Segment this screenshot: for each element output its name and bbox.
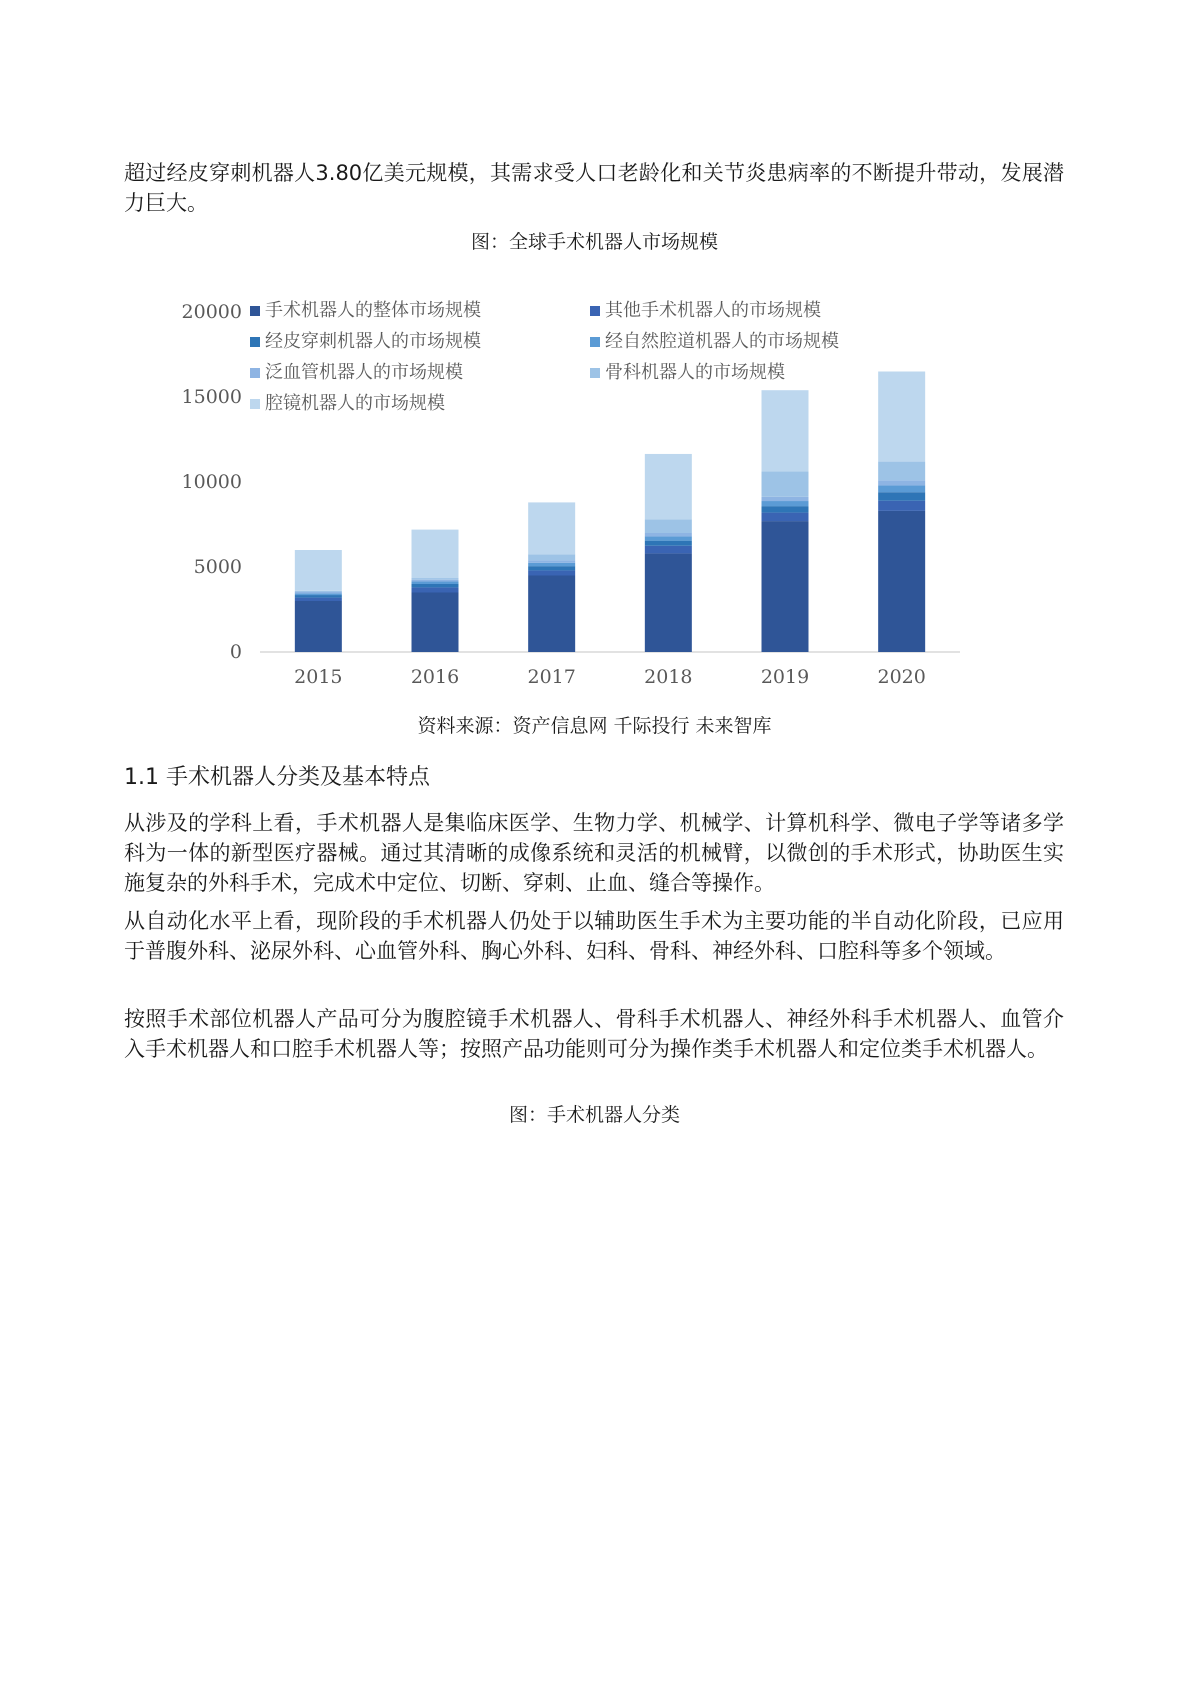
figure-source: 资料来源：资产信息网 千际投行 未来智库: [417, 715, 772, 737]
stacked-bar-chart: [181, 300, 990, 705]
bar-segment: [762, 390, 809, 471]
bar-segment: [412, 578, 459, 580]
bar-segment: [528, 563, 575, 566]
bar-segment: [528, 560, 575, 563]
bar-segment: [762, 497, 809, 501]
bar-segment: [295, 591, 342, 592]
bar-segment: [295, 593, 342, 595]
legend-label: 经皮穿刺机器人的市场规模: [265, 331, 481, 352]
bar-segment: [645, 541, 692, 546]
y-tick-label: 10000: [181, 471, 242, 493]
legend-swatch: [590, 337, 600, 347]
bar-segment: [412, 530, 459, 578]
bar-segment: [295, 595, 342, 598]
section-heading: 1.1 手术机器人分类及基本特点: [124, 765, 430, 790]
bar-segment: [528, 576, 575, 653]
bar-segment: [878, 501, 925, 511]
bar-segment: [645, 519, 692, 533]
legend-swatch: [590, 368, 600, 378]
x-tick-label: 2019: [760, 666, 810, 688]
paragraph-automation: 从自动化水平上看，现阶段的手术机器人仍处于以辅助医生手术为主要功能的半自动化阶段，已应用于普腹外科、泌尿外科、心血管外科、胸心外科、妇科、骨科、神经外科、口腔科等多个领域。: [124, 909, 1064, 963]
legend-swatch: [250, 306, 260, 316]
x-tick-label: 2015: [294, 666, 343, 688]
bar-segment: [295, 598, 342, 601]
bar-segment: [528, 554, 575, 560]
bar-segment: [528, 566, 575, 570]
legend-swatch: [590, 306, 600, 316]
paragraph-disciplines: 从涉及的学科上看，手术机器人是集临床医学、生物力学、机械学、计算机科学、微电子学等诸多学科为一体的新型医疗器械。通过其清晰的成像系统和灵活的机械臂，以微创的手术形式，协助医生实施复杂的外科手术，完成术中定位、切断、穿刺、止血、缝合等操作。: [124, 811, 1064, 895]
bar-segment: [412, 584, 459, 587]
y-tick-label: 0: [229, 641, 242, 663]
intro-paragraph: 超过经皮穿刺机器人3.80亿美元规模，其需求受人口老龄化和关节炎患病率的不断提升带动，发展潜力巨大。: [124, 161, 1064, 215]
bar-segment: [878, 511, 925, 652]
bar-segment: [645, 546, 692, 554]
bar-segment: [645, 536, 692, 540]
bar-segment: [412, 580, 459, 582]
legend-label: 经自然腔道机器人的市场规模: [605, 331, 839, 352]
y-tick-label: 5000: [193, 556, 242, 578]
x-tick-label: 2016: [410, 666, 460, 688]
bar-segment: [878, 462, 925, 481]
legend-label: 其他手术机器人的市场规模: [605, 300, 821, 321]
bar-segment: [878, 485, 925, 492]
x-tick-label: 2017: [527, 666, 576, 688]
bar-segment: [762, 471, 809, 497]
bar-segment: [412, 581, 459, 584]
paragraph-classification: 按照手术部位机器人产品可分为腹腔镜手术机器人、骨科手术机器人、神经外科手术机器人、血管介入手术机器人和口腔手术机器人等；按照产品功能则可分为操作类手术机器人和定位类手术机器人。: [124, 1007, 1064, 1061]
legend-swatch: [250, 368, 260, 378]
bar-segment: [878, 372, 925, 462]
bar-segment: [762, 501, 809, 506]
bar-segment: [645, 454, 692, 519]
legend-label: 泛血管机器人的市场规模: [265, 362, 463, 383]
legend-label: 手术机器人的整体市场规模: [265, 300, 481, 321]
bar-segment: [295, 550, 342, 591]
legend-swatch: [250, 337, 260, 347]
bar-segment: [412, 593, 459, 653]
bar-segment: [528, 570, 575, 575]
bar-segment: [528, 502, 575, 554]
figure-caption-classification: 图：手术机器人分类: [508, 1104, 680, 1126]
bar-segment: [762, 513, 809, 522]
figure-caption-market-size: 图：全球手术机器人市场规模: [470, 231, 718, 253]
legend-swatch: [250, 399, 260, 409]
bar-segment: [878, 480, 925, 485]
y-tick-label: 15000: [181, 386, 242, 408]
bar-segment: [412, 587, 459, 592]
x-tick-label: 2018: [644, 666, 693, 688]
bar-segment: [295, 592, 342, 593]
y-tick-label: 20000: [181, 301, 242, 323]
bar-segment: [295, 601, 342, 652]
bar-segment: [762, 521, 809, 652]
legend-label: 腔镜机器人的市场规模: [265, 393, 445, 414]
x-tick-label: 2020: [877, 666, 926, 688]
bar-segment: [645, 553, 692, 652]
bar-segment: [645, 533, 692, 536]
bar-segment: [762, 506, 809, 512]
legend-label: 骨科机器人的市场规模: [605, 362, 785, 383]
bar-segment: [878, 492, 925, 501]
